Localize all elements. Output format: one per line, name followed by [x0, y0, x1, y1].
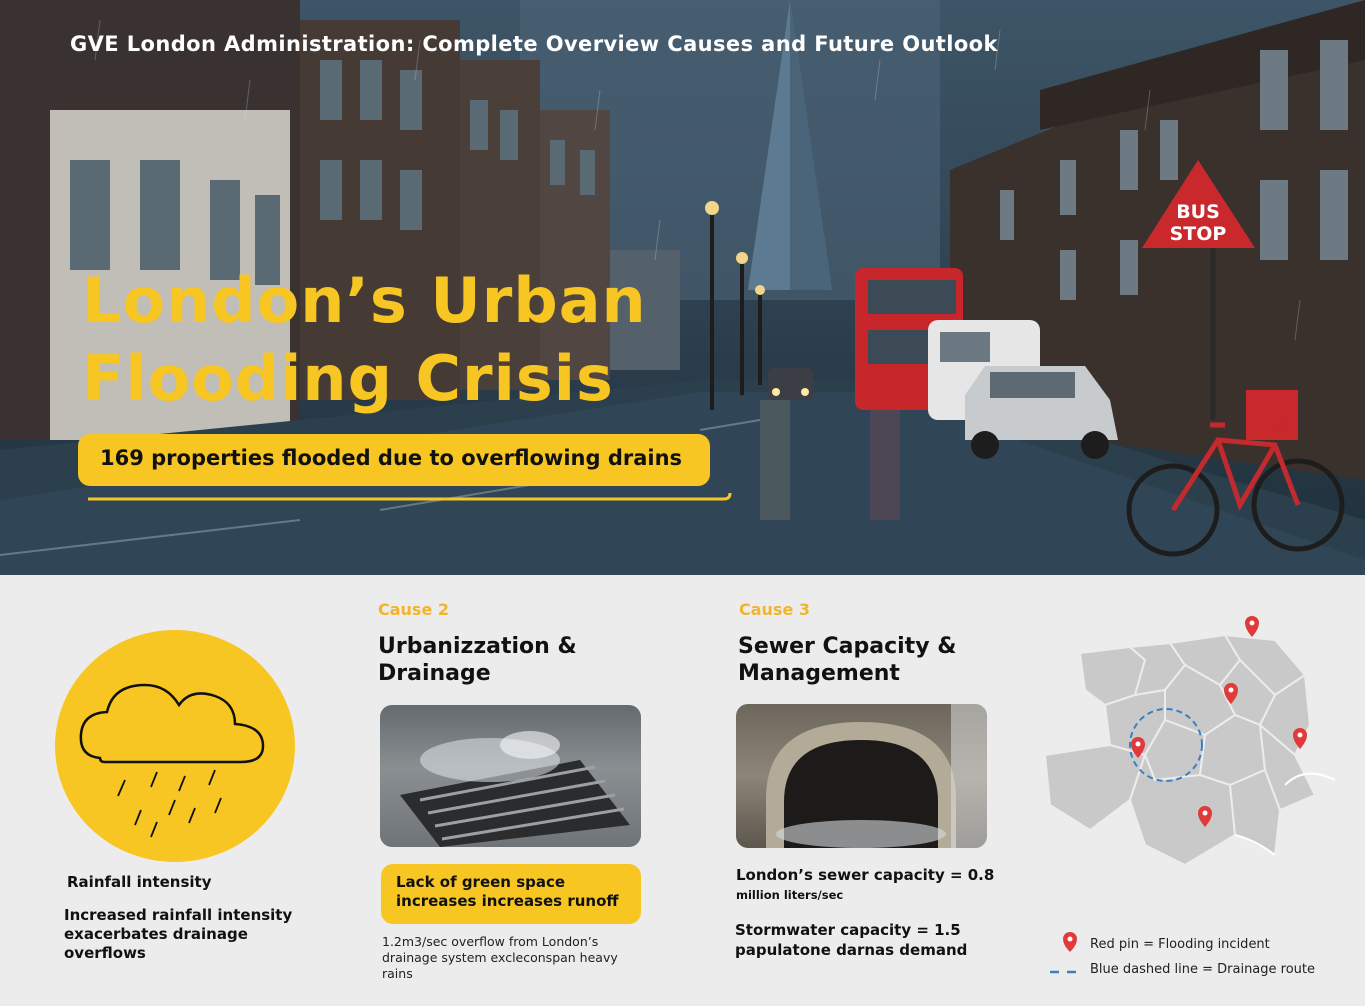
cause1-label: Rainfall intensity [67, 873, 212, 891]
stormwater-capacity: Stormwater capacity = 1.5 papulatone darnas demand [735, 921, 968, 959]
blue-dash-icon [1050, 969, 1080, 975]
london-flood-map [1035, 605, 1335, 895]
storm-drain-photo [380, 705, 641, 847]
title-line-2: Flooding Crisis [82, 342, 614, 415]
sewer-tunnel-photo [736, 704, 987, 848]
badge-underline [88, 491, 732, 503]
cause2-title-line-2: Drainage [378, 661, 491, 686]
title-line-1: London’s Urban [82, 264, 647, 337]
cause2-tag: Cause 2 [378, 600, 450, 619]
sign-text-1: BUS [1176, 201, 1220, 223]
overview-heading: GVE London Administration: Complete Overview Causes and Future Outlook [70, 32, 998, 56]
cause2-title-line-1: Urbanizzation & [378, 634, 577, 659]
cause3-title [738, 633, 956, 687]
cause2-title [378, 633, 577, 687]
main-title [82, 262, 647, 418]
pin-icon [1245, 616, 1259, 637]
cause3-title-line-2: Management [738, 661, 900, 686]
legend-dash-label: Blue dashed line = Drainage route [1090, 962, 1315, 977]
cause1-description: Increased rainfall intensity exacerbates drainage overflows [64, 906, 293, 962]
sign-text-2: STOP [1169, 223, 1227, 245]
sewer-capacity-unit: million liters/sec [736, 888, 844, 902]
cause2-footnote: 1.2m3/sec overflow from London’s drainage system excleconspan heavy rains [382, 934, 618, 981]
green-space-callout: Lack of green space increases increases runoff [381, 864, 641, 924]
cause3-title-line-1: Sewer Capacity & [738, 634, 957, 659]
rain-cloud-icon [55, 630, 295, 862]
red-pin-icon [1062, 931, 1078, 953]
cause3-tag: Cause 3 [739, 600, 811, 619]
flooded-properties-badge: 169 properties flooded due to overflowing drains [78, 434, 710, 486]
sewer-capacity-value: London’s sewer capacity = 0.8 [736, 866, 995, 884]
legend-pin-label: Red pin = Flooding incident [1090, 937, 1270, 952]
rainfall-circle [55, 630, 295, 862]
